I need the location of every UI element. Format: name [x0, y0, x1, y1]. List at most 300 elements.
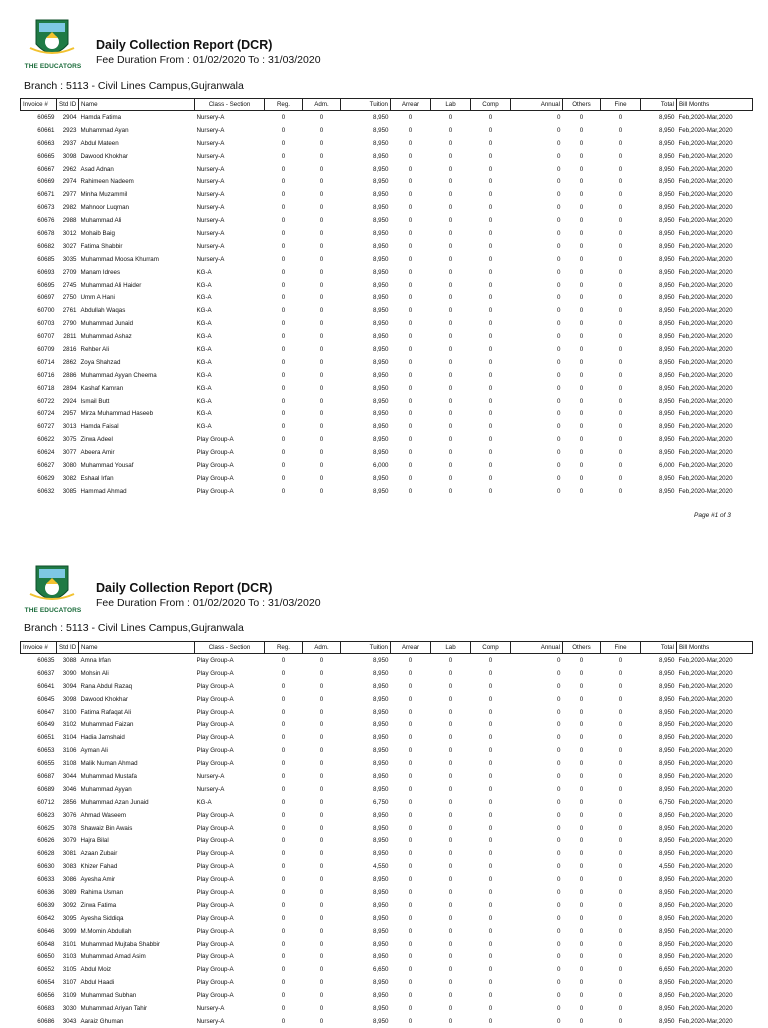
cell-arrear: 0	[408, 708, 413, 716]
cell-reg: 0	[281, 384, 286, 392]
cell-std-id: 2982	[62, 204, 77, 212]
cell-std-id: 2923	[62, 126, 77, 134]
cell-lab: 0	[448, 268, 453, 276]
cell-arrear: 0	[408, 126, 413, 134]
cell-lab: 0	[448, 423, 453, 431]
cell-name: Muhammad Ariyan Tahir	[80, 1004, 148, 1012]
cell-class-section: KG-A	[196, 281, 212, 289]
cell-tuition: 8,950	[373, 811, 389, 819]
cell-annual: 0	[557, 204, 561, 212]
cell-fine: 0	[618, 345, 623, 353]
cell-class-section: KG-A	[196, 345, 212, 353]
cell-lab: 0	[448, 1004, 453, 1012]
cell-name: Abdul Haadi	[80, 979, 115, 987]
column-header-total: Total	[641, 99, 677, 111]
cell-annual: 0	[557, 358, 561, 366]
cell-others: 0	[579, 876, 584, 884]
cell-class-section: Play Group-A	[196, 747, 234, 755]
cell-std-id: 3030	[62, 1004, 77, 1012]
cell-class-section: Play Group-A	[196, 708, 234, 716]
cell-std-id: 2816	[62, 345, 77, 353]
cell-others: 0	[579, 371, 584, 379]
cell-arrear: 0	[408, 966, 413, 974]
cell-comp: 0	[488, 979, 493, 987]
cell-reg: 0	[281, 268, 286, 276]
cell-class-section: Play Group-A	[196, 914, 234, 922]
cell-others: 0	[579, 474, 584, 482]
cell-tuition: 8,950	[373, 320, 389, 328]
cell-arrear: 0	[408, 113, 413, 121]
cell-invoice: 60630	[37, 863, 55, 871]
cell-class-section: Play Group-A	[196, 487, 234, 495]
cell-name: Ayman Ali	[80, 747, 108, 755]
cell-bill-months: Feb,2020-Mar,2020	[678, 217, 733, 225]
cell-fine: 0	[618, 268, 623, 276]
cell-comp: 0	[488, 152, 493, 160]
cell-invoice: 60648	[37, 940, 55, 948]
cell-others: 0	[579, 966, 584, 974]
cell-annual: 0	[557, 747, 561, 755]
cell-reg: 0	[281, 760, 286, 768]
cell-bill-months: Feb,2020-Mar,2020	[678, 798, 733, 806]
cell-annual: 0	[557, 876, 561, 884]
cell-adm: 0	[319, 268, 324, 276]
cell-total: 8,950	[659, 204, 675, 212]
cell-std-id: 3035	[62, 255, 77, 263]
cell-bill-months: Feb,2020-Mar,2020	[678, 772, 733, 780]
cell-others: 0	[579, 721, 584, 729]
cell-others: 0	[579, 152, 584, 160]
cell-name: Muhammad Ashaz	[80, 333, 132, 341]
cell-others: 0	[579, 217, 584, 225]
cell-reg: 0	[281, 410, 286, 418]
cell-std-id: 2886	[62, 371, 77, 379]
cell-annual: 0	[557, 152, 561, 160]
cell-std-id: 3013	[62, 423, 77, 431]
cell-fine: 0	[618, 927, 623, 935]
cell-bill-months: Feb,2020-Mar,2020	[678, 876, 733, 884]
cell-arrear: 0	[408, 165, 413, 173]
cell-tuition: 6,000	[373, 461, 389, 469]
cell-bill-months: Feb,2020-Mar,2020	[678, 113, 733, 121]
column-header-lab: Lab	[431, 99, 471, 111]
cell-invoice: 60650	[37, 953, 55, 961]
table-body	[21, 654, 753, 1028]
cell-std-id: 3078	[62, 824, 77, 832]
cell-class-section: KG-A	[196, 307, 212, 315]
cell-tuition: 8,950	[373, 152, 389, 160]
cell-tuition: 8,950	[373, 914, 389, 922]
cell-class-section: Play Group-A	[196, 436, 234, 444]
cell-lab: 0	[448, 294, 453, 302]
cell-others: 0	[579, 747, 584, 755]
cell-lab: 0	[448, 358, 453, 366]
cell-total: 8,950	[659, 436, 675, 444]
cell-total: 8,950	[659, 927, 675, 935]
cell-total: 8,950	[659, 191, 675, 199]
cell-invoice: 60646	[37, 927, 55, 935]
cell-adm: 0	[319, 992, 324, 1000]
cell-arrear: 0	[408, 979, 413, 987]
cell-others: 0	[579, 139, 584, 147]
cell-tuition: 8,950	[373, 824, 389, 832]
cell-tuition: 8,950	[373, 281, 389, 289]
cell-arrear: 0	[408, 824, 413, 832]
cell-total: 4,550	[659, 863, 675, 871]
cell-name: Fatima Shabbir	[80, 242, 123, 250]
cell-fine: 0	[618, 333, 623, 341]
table-row	[21, 809, 753, 822]
cell-invoice: 60637	[37, 669, 55, 677]
cell-others: 0	[579, 837, 584, 845]
cell-name: Muhammad Yousaf	[80, 461, 134, 469]
cell-total: 8,950	[659, 487, 675, 495]
cell-invoice: 60628	[37, 850, 55, 858]
cell-fine: 0	[618, 371, 623, 379]
cell-name: Hajra Bilal	[80, 837, 109, 845]
cell-invoice: 60654	[37, 979, 55, 987]
cell-comp: 0	[488, 811, 493, 819]
cell-comp: 0	[488, 747, 493, 755]
cell-bill-months: Feb,2020-Mar,2020	[678, 371, 733, 379]
cell-lab: 0	[448, 760, 453, 768]
cell-fine: 0	[618, 384, 623, 392]
cell-total: 8,950	[659, 940, 675, 948]
cell-annual: 0	[557, 410, 561, 418]
cell-std-id: 3103	[62, 953, 77, 961]
cell-class-section: Play Group-A	[196, 837, 234, 845]
cell-annual: 0	[557, 656, 561, 664]
cell-invoice: 60669	[37, 178, 55, 186]
cell-name: Zirwa Fatima	[80, 901, 117, 909]
cell-name: Fatima Rafaqat Ali	[80, 708, 132, 716]
cell-class-section: Play Group-A	[196, 449, 234, 457]
cell-total: 8,950	[659, 345, 675, 353]
column-header-class-section: Class - Section	[195, 642, 265, 654]
cell-class-section: Nursery-A	[196, 1017, 225, 1025]
cell-reg: 0	[281, 178, 286, 186]
cell-comp: 0	[488, 126, 493, 134]
table-row	[21, 796, 753, 809]
cell-std-id: 3079	[62, 837, 77, 845]
cell-others: 0	[579, 901, 584, 909]
cell-adm: 0	[319, 384, 324, 392]
cell-reg: 0	[281, 992, 286, 1000]
cell-name: Malik Numan Ahmad	[80, 760, 138, 768]
cell-others: 0	[579, 397, 584, 405]
cell-name: Hamda Fatima	[80, 113, 122, 121]
cell-std-id: 3102	[62, 721, 77, 729]
cell-bill-months: Feb,2020-Mar,2020	[678, 126, 733, 134]
cell-tuition: 6,750	[373, 798, 389, 806]
cell-annual: 0	[557, 1017, 561, 1025]
cell-comp: 0	[488, 850, 493, 858]
cell-total: 8,950	[659, 139, 675, 147]
cell-fine: 0	[618, 217, 623, 225]
cell-class-section: Play Group-A	[196, 474, 234, 482]
column-header-bill-months: Bill Months	[677, 642, 753, 654]
table-row	[21, 757, 753, 770]
cell-bill-months: Feb,2020-Mar,2020	[678, 152, 733, 160]
cell-annual: 0	[557, 824, 561, 832]
cell-total: 8,950	[659, 876, 675, 884]
cell-invoice: 60636	[37, 888, 55, 896]
cell-fine: 0	[618, 992, 623, 1000]
cell-reg: 0	[281, 888, 286, 896]
cell-lab: 0	[448, 204, 453, 212]
cell-total: 8,950	[659, 397, 675, 405]
cell-annual: 0	[557, 307, 561, 315]
cell-invoice: 60682	[37, 242, 55, 250]
cell-tuition: 8,950	[373, 747, 389, 755]
cell-lab: 0	[448, 992, 453, 1000]
cell-lab: 0	[448, 837, 453, 845]
cell-std-id: 3095	[62, 914, 77, 922]
cell-others: 0	[579, 461, 584, 469]
cell-bill-months: Feb,2020-Mar,2020	[678, 747, 733, 755]
cell-annual: 0	[557, 345, 561, 353]
cell-comp: 0	[488, 824, 493, 832]
cell-name: Zirwa Adeel	[80, 436, 113, 444]
cell-class-section: Play Group-A	[196, 656, 234, 664]
cell-comp: 0	[488, 863, 493, 871]
cell-name: Dawood Khokhar	[80, 695, 128, 703]
cell-fine: 0	[618, 656, 623, 664]
cell-annual: 0	[557, 721, 561, 729]
cell-bill-months: Feb,2020-Mar,2020	[678, 656, 733, 664]
cell-total: 8,950	[659, 1004, 675, 1012]
table-row	[21, 976, 753, 989]
cell-std-id: 3012	[62, 229, 77, 237]
cell-invoice: 60639	[37, 901, 55, 909]
cell-class-section: Nursery-A	[196, 1004, 225, 1012]
cell-name: Dawood Khokhar	[80, 152, 128, 160]
cell-reg: 0	[281, 358, 286, 366]
cell-fine: 0	[618, 1017, 623, 1025]
cell-total: 8,950	[659, 811, 675, 819]
cell-adm: 0	[319, 901, 324, 909]
cell-invoice: 60716	[37, 371, 55, 379]
cell-total: 6,650	[659, 966, 675, 974]
cell-name: Amna Irfan	[80, 656, 111, 664]
cell-bill-months: Feb,2020-Mar,2020	[678, 178, 733, 186]
cell-lab: 0	[448, 927, 453, 935]
cell-std-id: 2811	[63, 333, 77, 341]
cell-fine: 0	[618, 423, 623, 431]
cell-lab: 0	[448, 953, 453, 961]
report-title: Daily Collection Report (DCR)	[96, 581, 273, 595]
cell-bill-months: Feb,2020-Mar,2020	[678, 449, 733, 457]
cell-lab: 0	[448, 708, 453, 716]
cell-adm: 0	[319, 178, 324, 186]
cell-std-id: 3083	[62, 863, 77, 871]
cell-others: 0	[579, 449, 584, 457]
cell-others: 0	[579, 850, 584, 858]
cell-std-id: 2862	[62, 358, 77, 366]
column-header-others: Others	[563, 642, 601, 654]
cell-std-id: 2977	[62, 191, 77, 199]
cell-fine: 0	[618, 436, 623, 444]
cell-others: 0	[579, 824, 584, 832]
cell-annual: 0	[557, 397, 561, 405]
cell-std-id: 2924	[62, 397, 77, 405]
cell-reg: 0	[281, 979, 286, 987]
cell-comp: 0	[488, 178, 493, 186]
cell-fine: 0	[618, 979, 623, 987]
table-row	[21, 654, 753, 667]
cell-tuition: 8,950	[373, 721, 389, 729]
cell-adm: 0	[319, 1004, 324, 1012]
cell-others: 0	[579, 165, 584, 173]
cell-adm: 0	[319, 747, 324, 755]
cell-reg: 0	[281, 152, 286, 160]
cell-lab: 0	[448, 798, 453, 806]
cell-tuition: 8,950	[373, 345, 389, 353]
cell-comp: 0	[488, 345, 493, 353]
cell-reg: 0	[281, 914, 286, 922]
cell-annual: 0	[557, 165, 561, 173]
cell-fine: 0	[618, 1004, 623, 1012]
cell-arrear: 0	[408, 178, 413, 186]
cell-others: 0	[579, 927, 584, 935]
cell-bill-months: Feb,2020-Mar,2020	[678, 384, 733, 392]
cell-lab: 0	[448, 333, 453, 341]
cell-fine: 0	[618, 139, 623, 147]
cell-reg: 0	[281, 423, 286, 431]
table-row	[21, 834, 753, 847]
cell-others: 0	[579, 888, 584, 896]
cell-reg: 0	[281, 721, 286, 729]
cell-class-section: Play Group-A	[196, 966, 234, 974]
cell-adm: 0	[319, 345, 324, 353]
cell-fine: 0	[618, 397, 623, 405]
cell-reg: 0	[281, 1017, 286, 1025]
cell-adm: 0	[319, 397, 324, 405]
cell-bill-months: Feb,2020-Mar,2020	[678, 721, 733, 729]
cell-fine: 0	[618, 901, 623, 909]
cell-bill-months: Feb,2020-Mar,2020	[678, 436, 733, 444]
cell-std-id: 2988	[62, 217, 77, 225]
cell-adm: 0	[319, 371, 324, 379]
cell-lab: 0	[448, 721, 453, 729]
table-row	[21, 860, 753, 873]
cell-fine: 0	[618, 126, 623, 134]
cell-lab: 0	[448, 320, 453, 328]
cell-adm: 0	[319, 798, 324, 806]
cell-arrear: 0	[408, 682, 413, 690]
cell-comp: 0	[488, 940, 493, 948]
cell-lab: 0	[448, 772, 453, 780]
cell-comp: 0	[488, 876, 493, 884]
cell-tuition: 8,950	[373, 294, 389, 302]
cell-arrear: 0	[408, 436, 413, 444]
cell-class-section: Nursery-A	[196, 772, 225, 780]
cell-std-id: 2894	[62, 384, 77, 392]
cell-fine: 0	[618, 281, 623, 289]
cell-tuition: 8,950	[373, 307, 389, 315]
cell-invoice: 60689	[37, 785, 55, 793]
cell-fine: 0	[618, 165, 623, 173]
cell-lab: 0	[448, 461, 453, 469]
cell-annual: 0	[557, 436, 561, 444]
cell-fine: 0	[618, 772, 623, 780]
cell-class-section: Nursery-A	[196, 139, 225, 147]
cell-std-id: 3089	[62, 888, 77, 896]
cell-lab: 0	[448, 811, 453, 819]
cell-adm: 0	[319, 785, 324, 793]
cell-std-id: 3092	[62, 901, 77, 909]
cell-class-section: KG-A	[196, 268, 212, 276]
cell-name: Muhammad Ayyan Cheema	[80, 371, 157, 379]
cell-lab: 0	[448, 863, 453, 871]
cell-lab: 0	[448, 436, 453, 444]
table-row	[21, 963, 753, 976]
cell-comp: 0	[488, 669, 493, 677]
cell-invoice: 60693	[37, 268, 55, 276]
cell-comp: 0	[488, 656, 493, 664]
cell-lab: 0	[448, 695, 453, 703]
cell-name: Rehber Ali	[80, 345, 110, 353]
cell-adm: 0	[319, 487, 324, 495]
cell-reg: 0	[281, 669, 286, 677]
cell-adm: 0	[319, 113, 324, 121]
table-row	[21, 847, 753, 860]
cell-adm: 0	[319, 126, 324, 134]
cell-tuition: 8,950	[373, 656, 389, 664]
cell-bill-months: Feb,2020-Mar,2020	[678, 966, 733, 974]
cell-bill-months: Feb,2020-Mar,2020	[678, 410, 733, 418]
cell-fine: 0	[618, 487, 623, 495]
cell-others: 0	[579, 294, 584, 302]
column-header-others: Others	[563, 99, 601, 111]
cell-class-section: Play Group-A	[196, 876, 234, 884]
cell-adm: 0	[319, 165, 324, 173]
cell-adm: 0	[319, 876, 324, 884]
cell-tuition: 8,950	[373, 242, 389, 250]
cell-name: Kashaf Kamran	[80, 384, 124, 392]
cell-invoice: 60724	[37, 410, 55, 418]
cell-lab: 0	[448, 734, 453, 742]
cell-comp: 0	[488, 474, 493, 482]
cell-comp: 0	[488, 695, 493, 703]
cell-total: 8,950	[659, 772, 675, 780]
cell-bill-months: Feb,2020-Mar,2020	[678, 979, 733, 987]
cell-class-section: Nursery-A	[196, 191, 225, 199]
cell-invoice: 60667	[37, 165, 55, 173]
cell-comp: 0	[488, 734, 493, 742]
cell-comp: 0	[488, 966, 493, 974]
cell-lab: 0	[448, 152, 453, 160]
column-header-std-id: Std ID	[57, 642, 79, 654]
cell-invoice: 60632	[37, 487, 55, 495]
cell-reg: 0	[281, 824, 286, 832]
cell-adm: 0	[319, 850, 324, 858]
cell-arrear: 0	[408, 397, 413, 405]
cell-class-section: Nursery-A	[196, 152, 225, 160]
cell-annual: 0	[557, 901, 561, 909]
cell-comp: 0	[488, 461, 493, 469]
cell-reg: 0	[281, 165, 286, 173]
column-header-tuition: Tuition	[341, 99, 391, 111]
cell-lab: 0	[448, 242, 453, 250]
cell-total: 8,950	[659, 294, 675, 302]
cell-arrear: 0	[408, 1004, 413, 1012]
cell-class-section: Play Group-A	[196, 992, 234, 1000]
cell-comp: 0	[488, 798, 493, 806]
cell-reg: 0	[281, 940, 286, 948]
cell-fine: 0	[618, 785, 623, 793]
cell-adm: 0	[319, 953, 324, 961]
